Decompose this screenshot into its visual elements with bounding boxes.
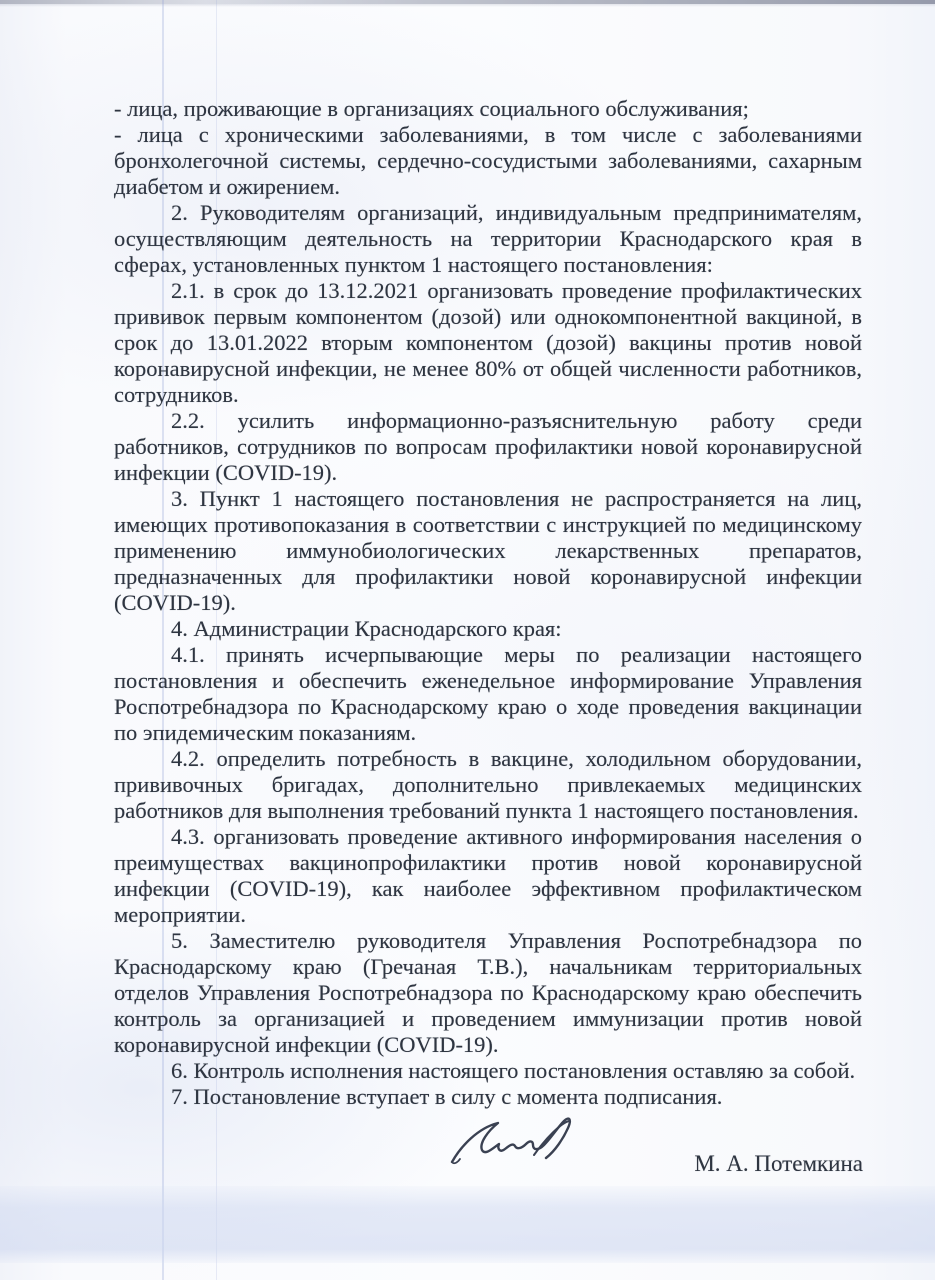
paragraph-item-3: 3. Пункт 1 настоящего постановления не распространяется на лиц, имеющих противопоказания в соответствии с инструкцией по медицинскому применению иммунобиологических лекарственных препаратов, предназначенных для профилактики новой коронавирусной инфекции (COVID-19).	[114, 486, 862, 615]
paragraph-persons-chronic-diseases: - лица с хроническими заболеваниями, в том числе с заболеваниями бронхолегочной системы, сердечно-сосудистыми заболеваниями, сахарным диабетом и ожирением.	[114, 122, 862, 199]
document-body-text	[114, 96, 862, 1110]
paragraph-item-2-2: 2.2. усилить информационно-разъяснительную работу среди работников, сотрудников по вопросам профилактики новой коронавирусной инфекции (COVID-19).	[114, 408, 862, 485]
paragraph-item-7: 7. Постановление вступает в силу с момента подписания.	[171, 1084, 723, 1109]
paragraph-item-2: 2. Руководителям организаций, индивидуальным предпринимателям, осуществляющим деятельность на территории Краснодарского края в сферах, установленных пунктом 1 настоящего постановления:	[114, 200, 862, 277]
handwritten-signature	[448, 1110, 588, 1172]
paragraph-item-2-1: 2.1. в срок до 13.12.2021 организовать проведение профилактических прививок первым компонентом (дозой) или однокомпонентной вакциной, в срок до 13.01.2022 вторым компонентом (дозой) вакцины против новой коронавирусной инфекции, не менее 80% от общей численности работников, сотрудников.	[114, 278, 862, 407]
paragraph-item-5: 5. Заместителю руководителя Управления Роспотребнадзора по Краснодарскому краю (Гречаная Т.В.), начальникам территориальных отделов Управления Роспотребнадзора по Краснодарскому краю обеспечить контроль за организацией и проведением иммунизации против новой коронавирусной инфекции (COVID-19).	[114, 928, 862, 1057]
paragraph-item-6: 6. Контроль исполнения настоящего постановления оставляю за собой.	[171, 1058, 856, 1083]
paragraph-item-4-1: 4.1. принять исчерпывающие меры по реализации настоящего постановления и обеспечить еженедельное информирование Управления Роспотребнадзора по Краснодарскому краю о ходе проведения вакцинации по эпидемическим показаниям.	[114, 642, 862, 745]
signatory-name: М. А. Потемкина	[694, 1151, 863, 1176]
paragraph-item-4-2: 4.2. определить потребность в вакцине, холодильном оборудовании, прививочных бригадах, дополнительно привлекаемых медицинских работников для выполнения требований пункта 1 настоящего постановления.	[114, 746, 862, 823]
paragraph-persons-social-service: - лица, проживающие в организациях социального обслуживания;	[114, 96, 749, 121]
scan-top-edge-shadow	[0, 4, 935, 7]
paragraph-item-4: 4. Администрации Краснодарского края:	[171, 616, 562, 641]
paragraph-item-4-3: 4.3. организовать проведение активного информирования населения о преимуществах вакцинопрофилактики против новой коронавирусной инфекции (COVID-19), как наиболее эффективном профилактическом мероприятии.	[114, 824, 862, 927]
scan-bottom-tint-band	[0, 1186, 935, 1263]
